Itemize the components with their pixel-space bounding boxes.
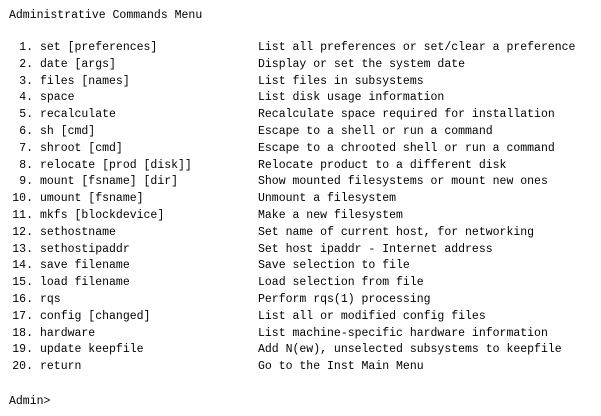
menu-item-command: sh [cmd]: [40, 124, 96, 138]
menu-item[interactable]: [0, 58, 601, 75]
menu-item-description: Unmount a filesystem: [258, 192, 397, 206]
menu-item[interactable]: [0, 209, 601, 226]
menu-item-command: relocate [prod [disk]]: [40, 158, 192, 172]
menu-item[interactable]: [0, 108, 601, 125]
menu-item-description: List machine-specific hardware information: [258, 326, 548, 340]
menu-item-command: files [names]: [40, 74, 130, 88]
menu-item-description: List all or modified config files: [258, 309, 486, 323]
menu-item-number: 17.: [12, 309, 33, 323]
menu-item-command: umount [fsname]: [40, 192, 144, 206]
menu-item-description: Display or set the system date: [258, 57, 466, 71]
menu-item-command: return: [40, 360, 82, 374]
menu-item-number: 4.: [19, 91, 33, 105]
menu-item-command: rqs: [40, 292, 61, 306]
menu-item-description: Set name of current host, for networking: [258, 225, 535, 239]
menu-item-description: Set host ipaddr - Internet address: [258, 242, 493, 256]
menu-item-description: Escape to a chrooted shell or run a command: [258, 141, 555, 155]
menu-item-description: Recalculate space required for installation: [258, 108, 555, 122]
menu-item-description: Load selection from file: [258, 276, 424, 290]
menu-item[interactable]: [0, 125, 601, 142]
command-prompt[interactable]: Admin>: [9, 395, 51, 408]
menu-item-description: Add N(ew), unselected subsystems to keepfile: [258, 343, 562, 357]
menu-title: Administrative Commands Menu: [9, 9, 203, 22]
menu-item-number: 9.: [19, 175, 33, 189]
menu-item-number: 19.: [12, 343, 33, 357]
menu-item[interactable]: [0, 175, 601, 192]
menu-item[interactable]: [0, 276, 601, 293]
menu-item-number: 8.: [19, 158, 33, 172]
menu-item-command: load filename: [40, 276, 130, 290]
menu-item-description: Escape to a shell or run a command: [258, 124, 493, 138]
menu-item-description: Make a new filesystem: [258, 208, 403, 222]
menu-item-command: mount [fsname] [dir]: [40, 175, 179, 189]
menu-item-command: config [changed]: [40, 309, 151, 323]
menu-item-number: 16.: [12, 292, 33, 306]
menu-item-number: 12.: [12, 225, 33, 239]
menu-item-command: mkfs [blockdevice]: [40, 208, 165, 222]
menu-item[interactable]: [0, 259, 601, 276]
menu-item[interactable]: [0, 310, 601, 327]
menu-item[interactable]: [0, 192, 601, 209]
menu-item-command: recalculate: [40, 108, 116, 122]
menu-item-command: save filename: [40, 259, 130, 273]
menu-item[interactable]: [0, 243, 601, 260]
menu-item-command: date [args]: [40, 57, 116, 71]
menu-item-number: 13.: [12, 242, 33, 256]
menu-item-number: 20.: [12, 360, 33, 374]
menu-item[interactable]: [0, 41, 601, 58]
menu-item-number: 1.: [19, 41, 33, 54]
menu-item[interactable]: [0, 142, 601, 159]
menu-item[interactable]: [0, 226, 601, 243]
menu-item[interactable]: [0, 75, 601, 92]
menu-item-number: 3.: [19, 74, 33, 88]
command-menu: [0, 41, 601, 377]
menu-item-number: 15.: [12, 276, 33, 290]
menu-item-command: shroot [cmd]: [40, 141, 123, 155]
menu-item[interactable]: [0, 343, 601, 360]
menu-item[interactable]: [0, 360, 601, 377]
menu-item-command: sethostipaddr: [40, 242, 130, 256]
menu-item-description: List files in subsystems: [258, 74, 424, 88]
menu-item-number: 7.: [19, 141, 33, 155]
menu-item-number: 5.: [19, 108, 33, 122]
menu-item-description: Save selection to file: [258, 259, 410, 273]
menu-item-description: Go to the Inst Main Menu: [258, 360, 424, 374]
menu-item-command: set [preferences]: [40, 41, 158, 54]
menu-item[interactable]: [0, 159, 601, 176]
menu-item-description: Relocate product to a different disk: [258, 158, 507, 172]
menu-item-description: Show mounted filesystems or mount new ones: [258, 175, 548, 189]
menu-item-number: 18.: [12, 326, 33, 340]
menu-item-number: 14.: [12, 259, 33, 273]
menu-item-command: space: [40, 91, 75, 105]
menu-item[interactable]: [0, 293, 601, 310]
menu-item-description: List disk usage information: [258, 91, 445, 105]
menu-item-number: 11.: [12, 208, 33, 222]
menu-item[interactable]: [0, 327, 601, 344]
menu-item-command: hardware: [40, 326, 96, 340]
menu-item-command: sethostname: [40, 225, 116, 239]
menu-item-description: Perform rqs(1) processing: [258, 292, 431, 306]
menu-item-number: 6.: [19, 124, 33, 138]
menu-item-number: 2.: [19, 57, 33, 71]
menu-item[interactable]: [0, 91, 601, 108]
menu-item-description: List all preferences or set/clear a preference: [258, 41, 576, 54]
menu-item-number: 10.: [12, 192, 33, 206]
menu-item-command: update keepfile: [40, 343, 144, 357]
